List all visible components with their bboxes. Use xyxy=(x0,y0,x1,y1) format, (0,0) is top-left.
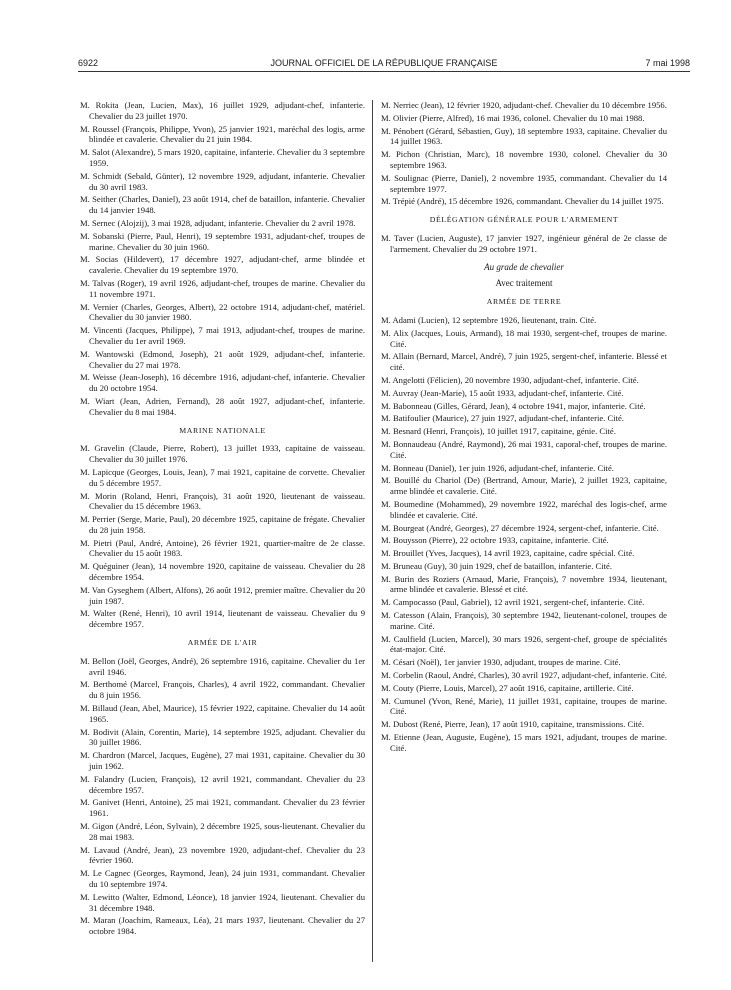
marine-heading: MARINE NATIONALE xyxy=(179,425,266,435)
list-item: M. Lapicque (Georges, Louis, Jean), 7 mai 1921, capitaine de corvette. Chevalier du 5 décembre 1957. xyxy=(80,466,365,488)
terre-heading: ARMÉE DE TERRE xyxy=(486,297,562,307)
list-item: M. Trépié (André), 15 décembre 1926, commandant. Chevalier du 14 juillet 1975. xyxy=(381,196,664,207)
list-item: M. Wiart (Jean, Adrien, Fernand), 28 août 1927, adjudant-chef, infanterie. Chevalier du 8 mai 1984. xyxy=(80,395,365,417)
list-item: M. Walter (René, Henri), 10 avril 1914, lieutenant de vaisseau. Chevalier du 9 décembre 1957. xyxy=(80,608,365,630)
grade-heading: Au grade de chevalier xyxy=(484,261,564,272)
list-item: M. Couty (Pierre, Louis, Marcel), 27 août 1916, capitaine, artillerie. Cité. xyxy=(381,682,634,693)
list-item: M. Dubost (René, Pierre, Jean), 17 août 1910, capitaine, transmissions. Cité. xyxy=(381,719,645,730)
list-item: M. Seither (Charles, Daniel), 23 août 1914, chef de bataillon, infanterie. Chevalier du 14 janvier 1948. xyxy=(80,194,365,216)
journal-title: JOURNAL OFFICIEL DE LA RÉPUBLIQUE FRANÇAISE xyxy=(270,58,498,68)
list-item: M. Wantowski (Edmond, Joseph), 21 août 1929, adjudant-chef, infanterie. Chevalier du 27 mai 1978. xyxy=(80,348,365,370)
list-item: M. Lewitto (Walter, Edmond, Léonce), 18 janvier 1924, lieutenant. Chevalier du 31 décembre 1948. xyxy=(80,891,365,913)
air-entries xyxy=(80,656,365,937)
air-heading: ARMÉE DE L'AIR xyxy=(187,638,258,648)
list-item: M. Sobanski (Pierre, Paul, Henri), 19 septembre 1931, adjudant-chef, troupes de marine. Chevalier du 30 juin 1960. xyxy=(80,230,365,252)
list-item: M. Nerriec (Jean), 12 février 1920, adjudant-chef. Chevalier du 10 décembre 1956. xyxy=(381,100,667,110)
list-item: M. Bruneau (Guy), 30 juin 1929, chef de bataillon, infanterie. Cité. xyxy=(381,560,613,571)
list-item: M. Talvas (Roger), 19 avril 1926, adjudant-chef, troupes de marine. Chevalier du 11 novembre 1971. xyxy=(80,277,365,299)
list-item: M. Brouillet (Yves, Jacques), 14 avril 1923, capitaine, cadre spécial. Cité. xyxy=(381,548,635,559)
treatment-heading: Avec traitement xyxy=(495,278,553,289)
list-item: M. Weisse (Jean-Joseph), 16 décembre 1916, adjudant-chef, infanterie. Chevalier du 20 octobre 1954. xyxy=(80,372,365,394)
list-item: M. Césari (Noël), 1er janvier 1930, adjudant, troupes de marine. Cité. xyxy=(381,657,621,668)
list-item: M. Bourgeat (André, Georges), 27 décembre 1924, sergent-chef, infanterie. Cité. xyxy=(381,522,659,533)
marine-entries xyxy=(80,443,365,630)
list-item: M. Maran (Joachim, Rameaux, Léa), 21 mars 1937, lieutenant. Chevalier du 27 octobre 1984. xyxy=(80,915,365,937)
right-entries-top xyxy=(381,100,667,207)
left-entries-top xyxy=(80,100,365,418)
list-item: M. Le Cagnec (Georges, Raymond, Jean), 24 juin 1931, commandant. Chevalier du 10 septembre 1974. xyxy=(80,868,365,889)
list-item: M. Babonneau (Gilles, Gérard, Jean), 4 octobre 1941, major, infanterie. Cité. xyxy=(381,400,646,411)
list-item: M. Bellon (Joël, Georges, André), 26 septembre 1916, capitaine. Chevalier du 1er avril 1946. xyxy=(80,655,365,677)
list-item: M. Boumedine (Mohammed), 29 novembre 1922, maréchal des logis-chef, arme blindée et cavalerie. Cité. xyxy=(381,498,667,520)
list-item: M. Alix (Jacques, Louis, Armand), 18 mai 1930, sergent-chef, troupes de marine. Cité. xyxy=(381,327,667,349)
list-item: M. Auvray (Jean-Marie), 15 août 1933, adjudant-chef, infanterie. Cité. xyxy=(381,387,624,398)
issue-date: 7 mai 1998 xyxy=(645,58,690,68)
list-item: M. Billaud (Jean, Abel, Maurice), 15 février 1922, capitaine. Chevalier du 14 août 1965. xyxy=(80,703,365,724)
list-item: M. Vincenti (Jacques, Philippe), 7 mai 1913, adjudant-chef, troupes de marine. Chevalier du 1er avril 1969. xyxy=(80,325,365,346)
list-item: M. Perrier (Serge, Marie, Paul), 20 décembre 1925, capitaine de frégate. Chevalier du 28 juin 1958. xyxy=(80,514,365,535)
list-item: M. Gigon (André, Léon, Sylvain), 2 décembre 1925, sous-lieutenant. Chevalier du 28 mai 1983. xyxy=(80,821,365,842)
list-item: M. Bouysson (Pierre), 22 octobre 1933, capitaine, infanterie. Cité. xyxy=(381,535,609,546)
list-item: M. Adami (Lucien), 12 septembre 1926, lieutenant, train. Cité. xyxy=(381,314,597,325)
list-item: M. Allain (Bernard, Marcel, André), 7 juin 1925, sergent-chef, infanterie. Blessé et cité. xyxy=(381,351,667,373)
list-item: M. Chardron (Marcel, Jacques, Eugène), 27 mai 1931, capitaine. Chevalier du 30 juin 1962. xyxy=(80,750,365,772)
list-item: M. Pichon (Christian, Marc), 18 novembre 1930, colonel. Chevalier du 30 septembre 1963. xyxy=(381,149,667,170)
list-item: M. Bouillé du Chariol (De) (Bertrand, Amour, Marie), 2 juillet 1923, capitaine, arme blindée et cavalerie. Cité. xyxy=(381,475,667,497)
list-item: M. Rokita (Jean, Lucien, Max), 16 juillet 1929, adjudant-chef, infanterie. Chevalier du 23 juillet 1970. xyxy=(80,100,365,121)
page-number: 6922 xyxy=(78,58,99,68)
right-column xyxy=(381,100,667,756)
list-item: M. Schmidt (Sebald, Günter), 12 novembre 1929, adjudant, infanterie. Chevalier du 30 avril 1983. xyxy=(80,170,365,192)
list-item: M. Besnard (Henri, François), 10 juillet 1917, capitaine, génie. Cité. xyxy=(381,426,616,437)
list-item: M. Cumunel (Yvon, René, Marie), 11 juillet 1931, capitaine, troupes de marine. Cité. xyxy=(381,695,667,717)
list-item: M. Pénobert (Gérard, Sébastien, Guy), 18 septembre 1933, capitaine. Chevalier du 14 juillet 1963. xyxy=(381,125,667,147)
list-item: M. Ganivet (Henri, Antoine), 25 mai 1921, commandant. Chevalier du 23 février 1961. xyxy=(80,797,365,819)
column-divider xyxy=(372,100,373,962)
dga-entries xyxy=(381,233,667,255)
list-item: M. Quéguiner (Jean), 14 novembre 1920, capitaine de vaisseau. Chevalier du 28 décembre 1954. xyxy=(80,561,365,583)
list-item: M. Campocasso (Paul, Gabriel), 12 avril 1921, sergent-chef, infanterie. Cité. xyxy=(381,597,645,608)
list-item: M. Salot (Alexandre), 5 mars 1920, capitaine, infanterie. Chevalier du 3 septembre 1959. xyxy=(80,147,365,168)
list-item: M. Batifoulier (Maurice), 27 juin 1927, adjudant-chef, infanterie. Cité. xyxy=(381,413,624,424)
list-item: M. Falandry (Lucien, François), 12 avril 1921, commandant. Chevalier du 23 décembre 1957. xyxy=(80,773,365,795)
left-column xyxy=(80,100,365,939)
list-item: M. Socias (Hildevert), 17 décembre 1927, adjudant-chef, arme blindée et cavalerie. Chevalier du 19 septembre 1970. xyxy=(80,254,365,276)
list-item: M. Catesson (Alain, François), 30 septembre 1942, lieutenant-colonel, troupes de marine. Cité. xyxy=(381,610,667,631)
list-item: M. Taver (Lucien, Auguste), 17 janvier 1927, ingénieur général de 2e classe de l'armement. Chevalier du 29 octobre 1971. xyxy=(381,232,667,254)
list-item: M. Bonnaudeau (André, Raymond), 26 mai 1931, caporal-chef, troupes de marine. Cité. xyxy=(381,438,667,460)
list-item: M. Caulfield (Lucien, Marcel), 30 mars 1926, sergent-chef, groupe de spécialités état-major. Cité. xyxy=(381,633,667,655)
list-item: M. Sernec (Alojzij), 3 mai 1928, adjudant, infanterie. Chevalier du 2 avril 1978. xyxy=(80,217,356,228)
dga-heading: DÉLÉGATION GÉNÉRALE POUR L'ARMEMENT xyxy=(429,215,619,225)
list-item: M. Olivier (Pierre, Alfred), 16 mai 1936, colonel. Chevalier du 10 mai 1988. xyxy=(381,112,645,123)
list-item: M. Lavaud (André, Jean), 23 novembre 1920, adjudant-chef. Chevalier du 23 février 1960. xyxy=(80,844,365,866)
list-item: M. Berthomé (Marcel, François, Charles), 4 avril 1922, commandant. Chevalier du 8 juin 1956. xyxy=(80,679,365,701)
list-item: M. Vernier (Charles, Georges, Albert), 22 octobre 1914, adjudant-chef, matériel. Chevalier du 30 janvier 1980. xyxy=(80,301,365,323)
list-item: M. Bodivit (Alain, Corentin, Marie), 14 septembre 1925, adjudant. Chevalier du 30 juillet 1986. xyxy=(80,726,365,748)
terre-entries xyxy=(381,315,667,754)
header-rule xyxy=(78,71,690,72)
page-header xyxy=(78,58,690,72)
list-item: M. Angelotti (Félicien), 20 novembre 1930, adjudant-chef, infanterie. Cité. xyxy=(381,374,639,385)
list-item: M. Roussel (François, Philippe, Yvon), 25 janvier 1921, maréchal des logis, arme blindée et cavalerie. Chevalier du 21 juin 1984. xyxy=(80,123,365,145)
list-item: M. Van Gyseghem (Albert, Alfons), 26 août 1912, premier maître. Chevalier du 20 juin 1987. xyxy=(80,584,365,606)
list-item: M. Corbelin (Raoul, André, Charles), 30 avril 1927, adjudant-chef, infanterie. Cité. xyxy=(381,670,667,681)
list-item: M. Pietri (Paul, André, Antoine), 26 février 1921, quartier-maître de 2e classe. Chevalier du 15 août 1983. xyxy=(80,537,365,559)
list-item: M. Morin (Roland, Henri, François), 31 août 1920, lieutenant de vaisseau. Chevalier du 15 décembre 1963. xyxy=(80,490,365,512)
list-item: M. Burin des Roziers (Arnaud, Marie, François), 7 novembre 1934, lieutenant, arme blindée et cavalerie. Blessé et cité. xyxy=(381,573,667,595)
list-item: M. Gravelin (Claude, Pierre, Robert), 13 juillet 1933, capitaine de vaisseau. Chevalier du 30 juillet 1976. xyxy=(80,443,365,465)
list-item: M. Soulignac (Pierre, Daniel), 2 novembre 1935, commandant. Chevalier du 14 septembre 1977. xyxy=(381,172,667,194)
list-item: M. Etienne (Jean, Auguste, Eugène), 15 mars 1921, adjudant, troupes de marine. Cité. xyxy=(381,732,667,753)
list-item: M. Bonneau (Daniel), 1er juin 1926, adjudant-chef, infanterie. Cité. xyxy=(381,462,614,473)
